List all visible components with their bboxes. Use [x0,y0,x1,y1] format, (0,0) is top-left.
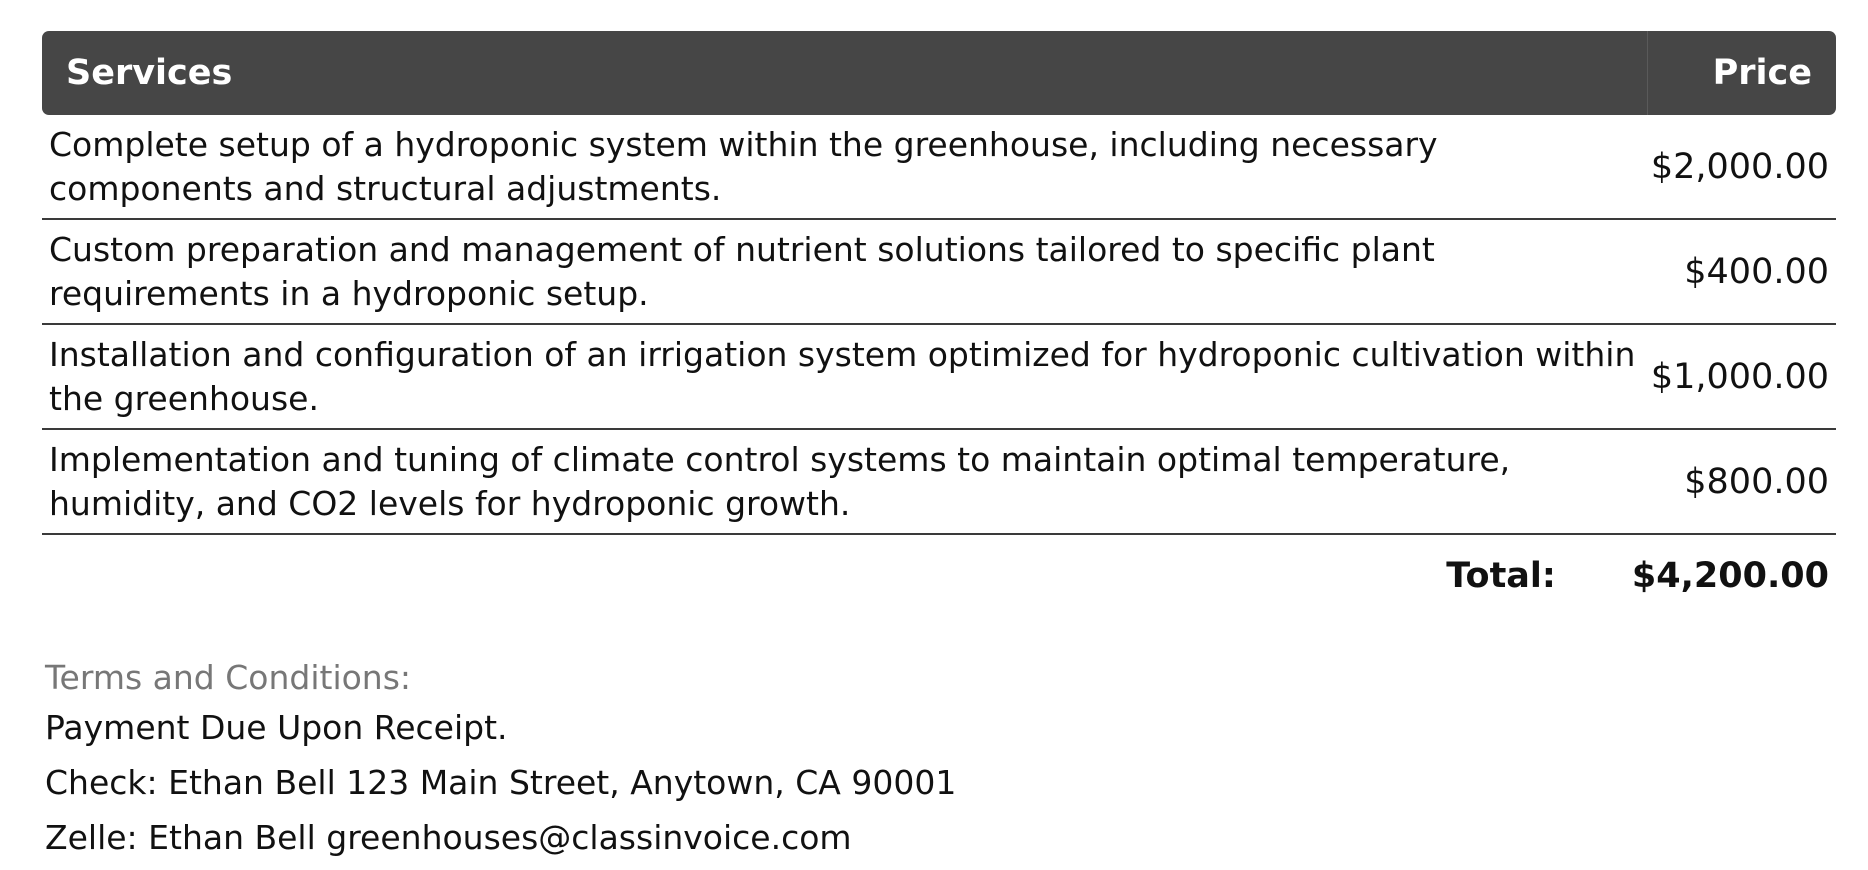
total-label: Total: [1446,556,1556,596]
table-row [42,325,1836,430]
terms-payment: Payment Due Upon Receipt. [45,708,508,747]
table-row [42,430,1836,535]
terms-zelle: Zelle: Ethan Bell greenhouses@classinvoice.com [45,818,852,857]
header-price: Price [1712,53,1812,93]
terms-check: Check: Ethan Bell 123 Main Street, Anytown, CA 90001 [45,763,957,802]
service-description: Custom preparation and management of nutrient solutions tailored to specific plant requirements in a hydroponic setup. [49,229,1435,313]
service-price: $2,000.00 [1650,146,1829,187]
table-header [42,31,1836,115]
service-description: Installation and configuration of an irrigation system optimized for hydroponic cultivation within the greenhouse. [49,334,1636,418]
service-description: Implementation and tuning of climate control systems to maintain optimal temperature, humidity, and CO2 levels for hydroponic growth. [49,439,1511,523]
total-row [42,535,1836,617]
service-price: $800.00 [1684,461,1829,502]
service-price: $1,000.00 [1650,356,1829,397]
terms-heading: Terms and Conditions: [45,658,412,697]
service-description: Complete setup of a hydroponic system within the greenhouse, including necessary components and structural adjustments. [49,124,1438,208]
table-row [42,220,1836,325]
services-table [42,31,1836,617]
header-services: Services [42,31,1648,115]
total-value: $4,200.00 [1631,556,1829,596]
service-price: $400.00 [1684,251,1829,292]
table-row [42,115,1836,220]
terms-section [45,656,956,865]
